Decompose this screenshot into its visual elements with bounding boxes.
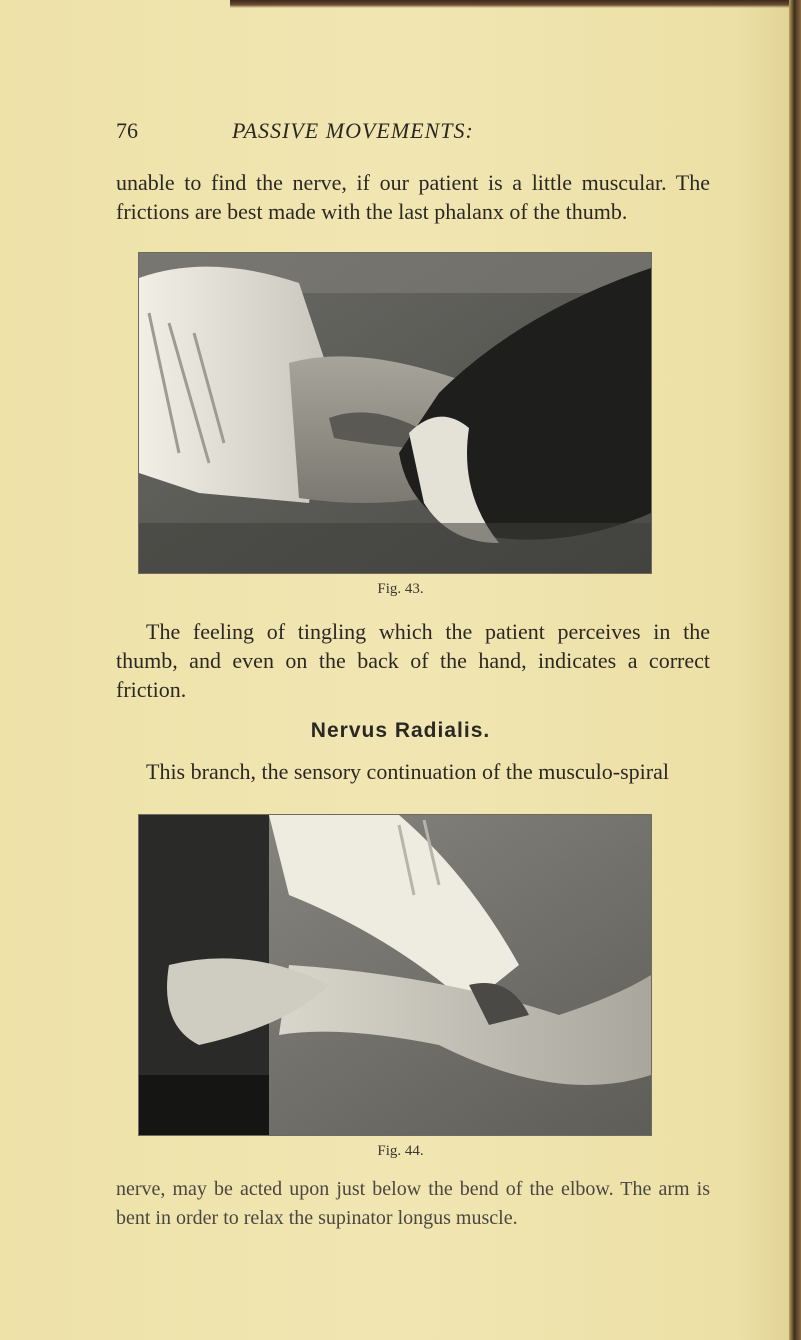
page-right-edge: [789, 0, 801, 1340]
paragraph-4: nerve, may be acted upon just below the bend of the elbow. The arm is bent in order to relax the supinator longus muscle.: [116, 1178, 710, 1229]
page-top-edge: [230, 0, 801, 8]
paragraph-1: unable to find the nerve, if our patient is a little muscular. The frictions are best made with the last phalanx of the thumb.: [116, 170, 710, 224]
page-header: [0, 118, 801, 154]
paragraph-3: This branch, the sensory continuation of the musculo-spiral: [146, 759, 669, 784]
page-number: 76: [116, 118, 138, 143]
running-head: PASSIVE MOVEMENTS:: [232, 118, 474, 143]
paragraph-2: The feeling of tingling which the patient perceives in the thumb, and even on the back of the hand, indicates a correct friction.: [116, 619, 710, 702]
figure-43-caption: Fig. 43.: [377, 581, 424, 597]
section-heading: Nervus Radialis.: [310, 719, 491, 742]
figure-44-caption: Fig. 44.: [377, 1143, 424, 1159]
figure-44-photo: [138, 814, 652, 1136]
figure-43-photo: [138, 252, 652, 574]
